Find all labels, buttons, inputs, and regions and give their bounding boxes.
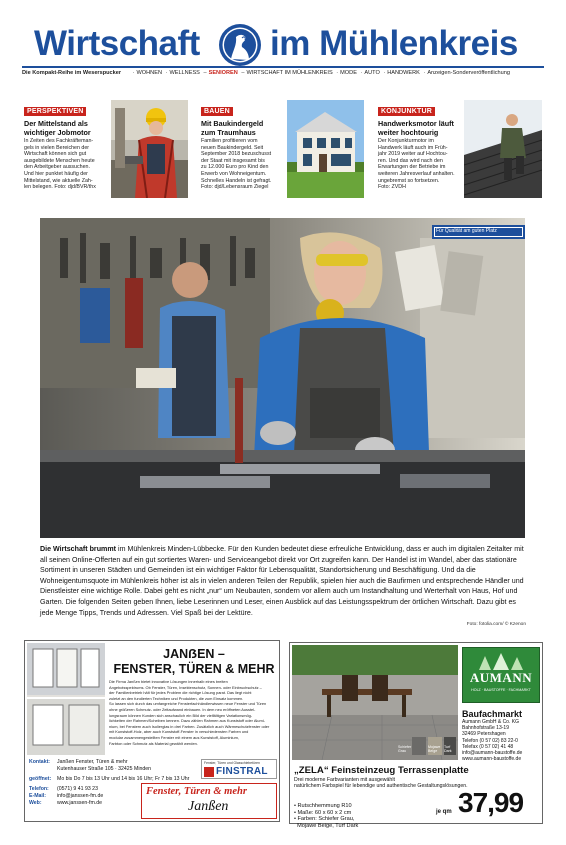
lead-bold: Die Wirtschaft brummt [40,545,117,553]
teaser-image-roofer [464,100,542,198]
product-bullets: • Rutschhemmung R10 • Maße: 60 x 60 x 2 cm • Farben: Schiefer Grau, Mojawe Beige, Turf Dark [294,803,359,829]
tree-icon [471,652,533,670]
phone-link[interactable]: (0571) 9 41 93 23 [57,786,98,792]
aumann-logo: AUMANN HOLZ · BAUSTOFFE · FACHMARKT [462,647,540,703]
ad-jansen-title: JANẞEN – FENSTER, TÜREN & MEHR [113,647,275,676]
section-wohnen[interactable]: WOHNEN [136,70,162,76]
section-handwerk[interactable]: HANDWERK [387,70,420,76]
ad-jansen-contact: Kontakt: Janßen Fenster, Türen & mehr Kutenhauser Straße 105 · 32425 Minden geöffnet: Mo bis Do 7 bis 13 Uhr und 14 bis 16 Uhr; Fr 7 bis 13 Uhr Telefon: (0571) 9 41 93 23 E-Mail: info@janssen-fm.de Web: www.janssen-fm.de [29,759,190,806]
email-link[interactable]: info@janssen-fm.de [57,793,104,799]
hero-badge-text: Für Qualität am guten Platz [436,228,497,234]
swatch-label-turf: Turf Dark [444,745,452,754]
teaser-headline: Handwerksmotor läuft weiter hochtourig [378,119,454,137]
ad-aumann-photo [292,645,458,760]
teaser-tag: BAUEN [201,107,233,116]
ad-jansen-photo [27,643,105,755]
ad-aumann[interactable] [289,642,543,829]
jansen-logo: Fenster, Türen & mehr Janßen [141,783,277,819]
section-mode[interactable]: MODE [340,70,357,76]
teaser-image-house [287,100,364,198]
masthead-title-right: im Mühlenkreis [270,24,518,63]
lead-text: im Mühlenkreis Minden-Lübbecke. Für den Kunden bedeutet diese erfreuliche Entwicklung, dass er auch im digitalen Zeitalter mit all seinen Online-Offerten auf ein gut sortiertes Waren- und Serviceangebot direkt vor Ort zugreifen kann. Der Handel ist im Wandel, aber das stationäre Sortiment in unseren Städten und Gemeinden ist ein wichtiger Faktor für Lebensqualität, Standortsicherung und Beschäftigung. Und da die Wohneigentumsquote im Mühlenkreis höher ist als in vielen anderen Teilen der Republik, spielen hier auch die Baufirmen und entsprechende Händler und Dienstleister eine wichtige Rolle. Dabei geht es nicht „nur“ um Neubauten, sondern vor allem auch um Instandhaltung und Werterhalt von Haus, Hof und Garten. Die folgenden Seiten geben Ihnen, liebe Leserinnen und Leser, einen Ausblick auf das Leistungsspektrum der örtlichen Wirtschaft. Dazu gibt es jede Menge Tipps, Trends und Adressen. Viel Spaß bei der Lektüre. [40,545,524,617]
masthead-rule [22,66,544,68]
masthead-subline: Die Kompakt-Reihe im Weserspucker · WOHNEN · WELLNESS – SENIOREN – WIRTSCHAFT IM MÜHLENKREIS · MODE · AUTO · HANDWERK · Anzeigen-Sonderveröffentlichung [22,70,510,76]
teaser-bauen[interactable] [201,100,285,198]
teaser-image-worker [111,100,188,198]
teaser-headline: Der Mittelstand als wichtiger Jobmotor [24,119,91,137]
teaser-body: In Zeiten des Fachkräfteman- gels in vielen Bereichen der Wirtschaft können sich gut ausgebildete Menschen heute den Arbeitgeber aussuchen. Und hier punktet häufig der Mittelstand, wie aktuelle Zah- len belegen. Foto: djd/BVR/thx [24,138,96,191]
ad-jansen-body: Die Firma Janßen bietet innovative Lösungen innerhalb eines breiten Angebotsspektrums. Ob Fenster, Türen, Insektenschutz, Sonnen- oder Einbruchschutz – der Familienbetrieb hält für jedes Problem die richtige Lösung parat. Das liegt nicht zuletzt an den fundierten Techniken und Produkten, die zum Einsatz kommen. So lassen sich durch das umfangreiche Fensterfachhändlerwissen neue Fenster und Türen ohne größeren Schmutz- oder Zeitaufwand einbauen. In dem neu eröffneten Ausstel- lungsraum können Kunden sich anschaulich ein Bild der vielfältigen Variationsmög- lichkeiten der Rahmen/Scheiben kennen. Dazu zählen Rahmen aus Kunststoff oder Alumi- nium, bei Fenstern auch Isolierglas in drei Farben. Zusätzlich auch Wärmeschutzfenster oder mit Kunststoff-Holz, aber auch Kunststoff-Fenster in verschiedensten Farben und modular zusammengestellten Fenster mit einem aus Kunststoff, Aluminium, Farbton oder Schmutz als Material gewählt werden. [109,679,270,746]
price: 37,99 [458,787,524,818]
ad-jansen[interactable] [24,640,280,822]
section-wirtschaft[interactable]: WIRTSCHAFT IM MÜHLENKREIS [246,70,333,76]
tagline: Anzeigen-Sonderveröffentlichung [427,70,510,76]
price-unit: je qm [436,809,452,815]
teaser-headline: Mit Baukindergeld zum Traumhaus [201,119,264,137]
finstral-logo: Fenster, Türen und Glasschiebetüren FINSTRAL [201,759,277,779]
mill-wheel-logo-icon [218,23,262,67]
lead-paragraph [40,544,525,618]
product-description: Drei moderne Farbvarianten mit ausgewählt natürlichem Farbspiel für lebendige und authentische Gestaltungslösungen. [294,777,468,790]
photo-credit: Foto: fotolia.com/ © Kzenon [466,622,526,627]
section-senioren[interactable]: SENIOREN [208,70,238,76]
section-wellness[interactable]: WELLNESS [169,70,200,76]
teaser-tag: PERSPEKTIVEN [24,107,86,116]
hero-image-workshop [40,218,525,538]
section-auto[interactable]: AUTO [364,70,380,76]
teaser-body: Familien profitieren vom neuen Baukindergeld. Seit September 2018 bezuschusst der Staat mit insgesamt bis zu 12.000 Euro pro Kind den Erwerb von Wohneigentum. Schnelles Handeln ist gefragt. Foto: djd/Lebensraum Ziegel [201,138,272,191]
masthead [22,22,544,66]
aumann-address: Baufachmarkt Aumann GmbH & Co. KG Bahnhofstraße 13-19 32469 Petershagen Telefon (0 57 02) 83 22-0 Telefax (0 57 02) 41 48 info@aumann-baustoffe.de www.aumann-baustoffe.de [462,709,523,763]
kicker: Die Kompakt-Reihe im Weserspucker [22,70,122,76]
swatch-label-mojawe: Mojawe Beige [428,745,441,754]
teaser-perspektiven[interactable] [24,100,108,198]
product-title: „ZELA“ Feinsteinzeug Terrassenplatte [294,765,469,776]
hero-badge [432,225,525,239]
teaser-body: Der Konjunkturmotor im Handwerk läuft auch im Früh- jahr 2019 weiter auf Hochtou- ren. Und das wird nach den Erwartungen der Betriebe im weiteren Jahresverlauf anhalten. ungebremst so fortsetzen. Foto: ZVDH [378,138,455,191]
web-link[interactable]: www.janssen-fm.de [57,800,102,806]
teaser-tag: KONJUNKTUR [378,107,435,116]
teaser-konjunktur[interactable] [378,100,462,198]
masthead-title-left: Wirtschaft [34,24,200,63]
swatch-label-schiefer: Schiefer Grau [398,745,412,754]
